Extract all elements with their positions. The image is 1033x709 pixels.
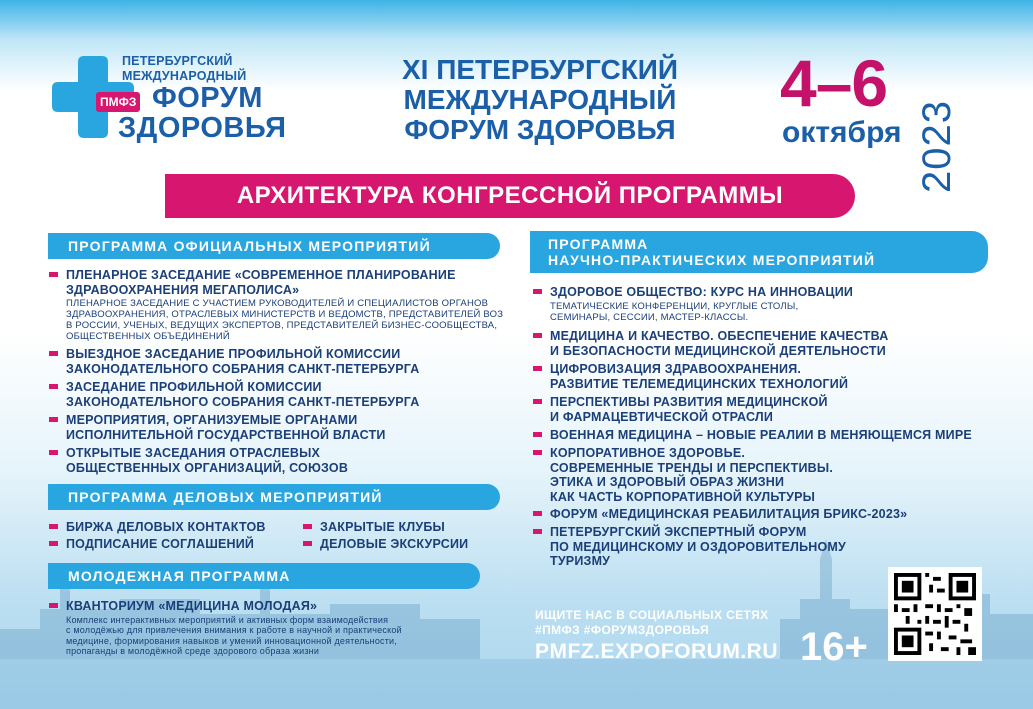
bullet-icon [533, 333, 542, 338]
bullet-icon [533, 450, 542, 455]
list-item: ФОРУМ «МЕДИЦИНСКАЯ РЕАБИЛИТАЦИЯ БРИКС-2023» [550, 507, 990, 522]
qr-code-icon [894, 573, 976, 655]
bullet-icon [533, 289, 542, 294]
qr-code[interactable] [888, 567, 982, 661]
bullet-icon [49, 417, 58, 422]
bullet-icon [303, 541, 312, 546]
bullet-icon [303, 524, 312, 529]
list-item: ЗДОРОВОЕ ОБЩЕСТВО: КУРС НА ИННОВАЦИИ ТЕМАТИЧЕСКИЕ КОНФЕРЕНЦИИ, КРУГЛЫЕ СТОЛЫ, СЕМИНАРЫ, СЕССИИ, МАСТЕР-КЛАССЫ. [550, 285, 990, 323]
list-item: ЦИФРОВИЗАЦИЯ ЗДРАВООХРАНЕНИЯ. РАЗВИТИЕ ТЕЛЕМЕДИЦИНСКИХ ТЕХНОЛОГИЙ [550, 362, 990, 391]
list-item-description: Комплекс интерактивных мероприятий и активных форм взаимодействия с молодёжью для привлечения внимания к работе в научной и практической медицине, формирования навыков и умений инновационной деятельности, пропаганды в молодёжной среде здорового образа жизни [66, 614, 402, 656]
list-item: ЗАСЕДАНИЕ ПРОФИЛЬНОЙ КОМИССИИ ЗАКОНОДАТЕЛЬНОГО СОБРАНИЯ САНКТ-ПЕТЕРБУРГА [66, 380, 506, 409]
list-item: ВЫЕЗДНОЕ ЗАСЕДАНИЕ ПРОФИЛЬНОЙ КОМИССИИ ЗАКОНОДАТЕЛЬНОГО СОБРАНИЯ САНКТ-ПЕТЕРБУРГА [66, 347, 506, 376]
list-item: ПЛЕНАРНОЕ ЗАСЕДАНИЕ «СОВРЕМЕННОЕ ПЛАНИРОВАНИЕ ЗДРАВООХРАНЕНИЯ МЕГАПОЛИСА» ПЛЕНАРНОЕ ЗАСЕДАНИЕ С УЧАСТИЕМ РУКОВОДИТЕЛЕЙ И СПЕЦИАЛИСТОВ ОРГАНОВ ЗДРАВООХРАНЕНИЯ, ОТРАСЛЕВЫХ МИНИСТЕРСТВ И ВЕДОМСТВ, ПРЕДСТАВИТЕЛЕЙ ВОЗ В РОССИИ, УЧЕНЫХ, ВЕДУЩИХ ЭКСПЕРТОВ, ПРЕДСТАВИТЕЛЕЙ БИЗНЕС-СООБЩЕСТВА, ОБЩЕСТВЕННЫХ ОБЪЕДИНЕНИЙ [66, 268, 506, 342]
section-banner: АРХИТЕКТУРА КОНГРЕССНОЙ ПРОГРАММЫ [165, 174, 855, 218]
logo-subtitle: ПЕТЕРБУРГСКИЙ МЕЖДУНАРОДНЫЙ [122, 54, 247, 83]
dates-year: 2023 [915, 100, 959, 193]
bullet-icon [49, 603, 58, 608]
dates-month: октября [782, 116, 902, 149]
list-item: ПЕТЕРБУРГСКИЙ ЭКСПЕРТНЫЙ ФОРУМ ПО МЕДИЦИНСКОМУ И ОЗДОРОВИТЕЛЬНОМУ ТУРИЗМУ [550, 525, 990, 569]
forum-logo[interactable] [48, 52, 308, 142]
youth-program-heading: МОЛОДЕЖНАЯ ПРОГРАММА [48, 563, 480, 589]
list-item-description: ПЛЕНАРНОЕ ЗАСЕДАНИЕ С УЧАСТИЕМ РУКОВОДИТЕЛЕЙ И СПЕЦИАЛИСТОВ ОРГАНОВ ЗДРАВООХРАНЕНИЯ, ОТРАСЛЕВЫХ МИНИСТЕРСТВ И ВЕДОМСТВ, ПРЕДСТАВИТЕЛЕЙ ВОЗ В РОССИИ, УЧЕНЫХ, ВЕДУЩИХ ЭКСПЕРТОВ, ПРЕДСТАВИТЕЛЕЙ БИЗНЕС-СООБЩЕСТВА, ОБЩЕСТВЕННЫХ ОБЪЕДИНЕНИЙ [66, 298, 504, 342]
list-item: ОТКРЫТЫЕ ЗАСЕДАНИЯ ОТРАСЛЕВЫХ ОБЩЕСТВЕННЫХ ОРГАНИЗАЦИЙ, СОЮЗОВ [66, 446, 506, 475]
logo-word-health: ЗДОРОВЬЯ [118, 112, 287, 144]
bullet-icon [49, 351, 58, 356]
list-item: КВАНТОРИУМ «МЕДИЦИНА МОЛОДАЯ» Комплекс интерактивных мероприятий и активных форм взаимодействия с молодёжью для привлечения внимания к работе в научной и практической медицине, формирования навыков и умений инновационной деятельности, пропаганды в молодёжной среде здорового образа жизни [66, 599, 486, 657]
list-item: МЕРОПРИЯТИЯ, ОРГАНИЗУЕМЫЕ ОРГАНАМИ ИСПОЛНИТЕЛЬНОЙ ГОСУДАРСТВЕННОЙ ВЛАСТИ [66, 413, 506, 442]
bullet-icon [533, 432, 542, 437]
list-item: ПЕРСПЕКТИВЫ РАЗВИТИЯ МЕДИЦИНСКОЙ И ФАРМАЦЕВТИЧЕСКОЙ ОТРАСЛИ [550, 395, 990, 424]
social-hashtags: ИЩИТЕ НАС В СОЦИАЛЬНЫХ СЕТЯХ #ПМФЗ #ФОРУМЗДОРОВЬЯ [535, 608, 769, 637]
event-dates [780, 46, 959, 193]
list-item: КОРПОРАТИВНОЕ ЗДОРОВЬЕ. СОВРЕМЕННЫЕ ТРЕНДЫ И ПЕРСПЕКТИВЫ. ЭТИКА И ЗДОРОВЫЙ ОБРАЗ ЖИЗНИ КАК ЧАСТЬ КОРПОРАТИВНОЙ КУЛЬТУРЫ [550, 446, 990, 504]
bullet-icon [533, 529, 542, 534]
bullet-icon [49, 541, 58, 546]
bullet-icon [533, 511, 542, 516]
bullet-icon [49, 384, 58, 389]
business-program-heading: ПРОГРАММА ДЕЛОВЫХ МЕРОПРИЯТИЙ [48, 484, 500, 510]
logo-badge: ПМФЗ [96, 92, 140, 112]
list-item: ВОЕННАЯ МЕДИЦИНА – НОВЫЕ РЕАЛИИ В МЕНЯЮЩЕМСЯ МИРЕ [550, 428, 990, 443]
bullet-icon [49, 450, 58, 455]
science-program-heading: ПРОГРАММА НАУЧНО-ПРАКТИЧЕСКИХ МЕРОПРИЯТИЙ [530, 231, 988, 273]
dates-days: 4–6 [780, 46, 888, 120]
bullet-icon [49, 272, 58, 277]
list-item: ЗАКРЫТЫЕ КЛУБЫ [320, 520, 445, 535]
logo-word-forum: ФОРУМ [152, 82, 263, 114]
website-link[interactable]: PMFZ.EXPOFORUM.RU [535, 640, 778, 663]
page-title: XI ПЕТЕРБУРГСКИЙ МЕЖДУНАРОДНЫЙ ФОРУМ ЗДОРОВЬЯ [401, 54, 679, 145]
list-item: БИРЖА ДЕЛОВЫХ КОНТАКТОВ [66, 520, 266, 535]
official-program-heading: ПРОГРАММА ОФИЦИАЛЬНЫХ МЕРОПРИЯТИЙ [48, 233, 500, 259]
list-item: ПОДПИСАНИЕ СОГЛАШЕНИЙ [66, 537, 254, 552]
age-rating: 16+ [800, 625, 868, 669]
list-item: ДЕЛОВЫЕ ЭКСКУРСИИ [320, 537, 468, 552]
list-item-description: ТЕМАТИЧЕСКИЕ КОНФЕРЕНЦИИ, КРУГЛЫЕ СТОЛЫ, СЕМИНАРЫ, СЕССИИ, МАСТЕР-КЛАССЫ. [550, 300, 799, 323]
bullet-icon [533, 399, 542, 404]
list-item: МЕДИЦИНА И КАЧЕСТВО. ОБЕСПЕЧЕНИЕ КАЧЕСТВА И БЕЗОПАСНОСТИ МЕДИЦИНСКОЙ ДЕЯТЕЛЬНОСТИ [550, 329, 990, 358]
bullet-icon [533, 366, 542, 371]
bullet-icon [49, 524, 58, 529]
